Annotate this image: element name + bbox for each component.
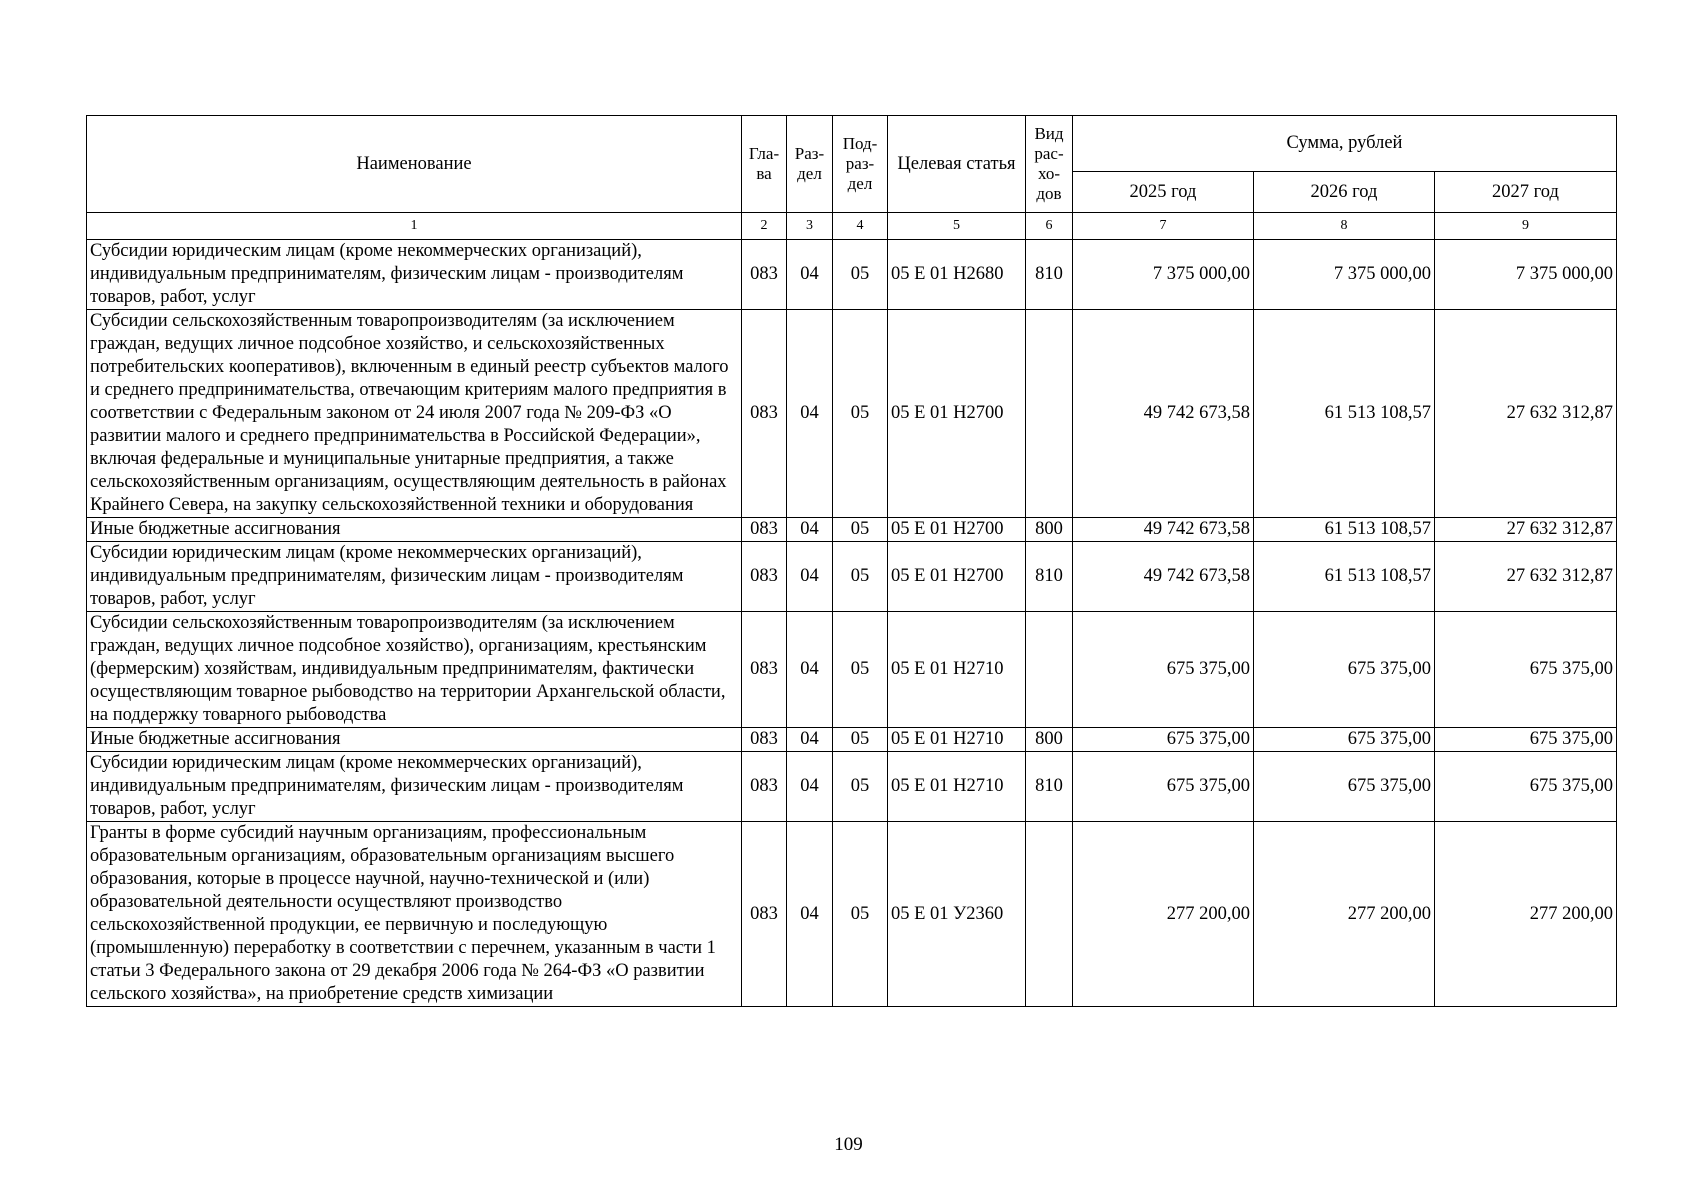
row-amount-2025: 675 375,00 (1073, 612, 1254, 728)
page-number: 109 (834, 1134, 863, 1155)
row-razdel: 04 (787, 518, 833, 542)
row-amount-2027: 675 375,00 (1435, 752, 1617, 822)
table-row (87, 612, 1617, 728)
row-glava: 083 (742, 240, 787, 310)
column-number: 6 (1026, 213, 1073, 240)
header-glava: Гла-ва (742, 116, 787, 213)
row-vid: 810 (1026, 542, 1073, 612)
row-target: 05 Е 01 Н2710 (888, 752, 1026, 822)
row-target: 05 Е 01 Н2700 (888, 518, 1026, 542)
table-body (87, 213, 1617, 1007)
row-razdel: 04 (787, 752, 833, 822)
row-razdel: 04 (787, 612, 833, 728)
row-amount-2025: 675 375,00 (1073, 752, 1254, 822)
table-row (87, 728, 1617, 752)
row-amount-2026: 675 375,00 (1254, 728, 1435, 752)
row-glava: 083 (742, 542, 787, 612)
header-vid: Вид рас-хо-дов (1026, 116, 1073, 213)
row-amount-2025: 7 375 000,00 (1073, 240, 1254, 310)
row-target: 05 Е 01 Н2700 (888, 542, 1026, 612)
table-row (87, 822, 1617, 1007)
row-amount-2026: 61 513 108,57 (1254, 542, 1435, 612)
row-podrazdel: 05 (833, 542, 888, 612)
row-vid (1026, 822, 1073, 1007)
column-number: 9 (1435, 213, 1617, 240)
table-row (87, 310, 1617, 518)
row-name: Субсидии юридическим лицам (кроме некоммерческих организаций), индивидуальным предпринимателям, физическим лицам - производителям товаров, работ, услуг (87, 240, 742, 310)
row-amount-2025: 49 742 673,58 (1073, 518, 1254, 542)
header-2027: 2027 год (1435, 172, 1617, 213)
row-razdel: 04 (787, 240, 833, 310)
row-amount-2026: 675 375,00 (1254, 612, 1435, 728)
row-name: Субсидии юридическим лицам (кроме некоммерческих организаций), индивидуальным предпринимателям, физическим лицам - производителям товаров, работ, услуг (87, 542, 742, 612)
row-glava: 083 (742, 518, 787, 542)
row-amount-2027: 7 375 000,00 (1435, 240, 1617, 310)
row-target: 05 Е 01 Н2710 (888, 612, 1026, 728)
row-amount-2026: 675 375,00 (1254, 752, 1435, 822)
budget-table (86, 115, 1617, 1007)
row-target: 05 Е 01 Н2680 (888, 240, 1026, 310)
row-podrazdel: 05 (833, 752, 888, 822)
row-podrazdel: 05 (833, 240, 888, 310)
header-name: Наименование (87, 116, 742, 213)
row-amount-2026: 7 375 000,00 (1254, 240, 1435, 310)
row-name: Субсидии сельскохозяйственным товаропроизводителям (за исключением граждан, ведущих личное подсобное хозяйство), организациям, крестьянским (фермерским) хозяйствам, индивидуальным предпринимателям, фактически осуществляющим товарное рыбоводство на территории Архангельской области, на поддержку товарного рыбоводства (87, 612, 742, 728)
row-amount-2027: 675 375,00 (1435, 612, 1617, 728)
row-vid (1026, 612, 1073, 728)
row-glava: 083 (742, 752, 787, 822)
row-name: Субсидии юридическим лицам (кроме некоммерческих организаций), индивидуальным предпринимателям, физическим лицам - производителям товаров, работ, услуг (87, 752, 742, 822)
row-vid: 810 (1026, 752, 1073, 822)
row-glava: 083 (742, 310, 787, 518)
column-number: 4 (833, 213, 888, 240)
row-name: Гранты в форме субсидий научным организациям, профессиональным образовательным организациям, образовательным организациям высшего образования, которые в процессе научной, научно-технической и (или) образовательной деятельности осуществляют производство сельскохозяйственной продукции, ее первичную и последующую (промышленную) переработку в соответствии с перечнем, указанным в части 1 статьи 3 Федерального закона от 29 декабря 2006 года № 264-ФЗ «О развитии сельского хозяйства», на приобретение средств химизации (87, 822, 742, 1007)
row-amount-2027: 277 200,00 (1435, 822, 1617, 1007)
row-glava: 083 (742, 822, 787, 1007)
row-amount-2025: 49 742 673,58 (1073, 542, 1254, 612)
row-amount-2026: 277 200,00 (1254, 822, 1435, 1007)
row-amount-2027: 675 375,00 (1435, 728, 1617, 752)
table-row (87, 752, 1617, 822)
column-number: 7 (1073, 213, 1254, 240)
row-podrazdel: 05 (833, 518, 888, 542)
row-amount-2027: 27 632 312,87 (1435, 542, 1617, 612)
column-number-row (87, 213, 1617, 240)
row-amount-2025: 675 375,00 (1073, 728, 1254, 752)
row-podrazdel: 05 (833, 310, 888, 518)
row-vid: 810 (1026, 240, 1073, 310)
column-number: 3 (787, 213, 833, 240)
row-podrazdel: 05 (833, 822, 888, 1007)
header-podrazdel: Под-раз-дел (833, 116, 888, 213)
row-razdel: 04 (787, 542, 833, 612)
row-amount-2026: 61 513 108,57 (1254, 310, 1435, 518)
row-podrazdel: 05 (833, 728, 888, 752)
row-amount-2026: 61 513 108,57 (1254, 518, 1435, 542)
row-vid (1026, 310, 1073, 518)
row-razdel: 04 (787, 728, 833, 752)
table-row (87, 518, 1617, 542)
header-2025: 2025 год (1073, 172, 1254, 213)
row-target: 05 Е 01 Н2710 (888, 728, 1026, 752)
table-row (87, 542, 1617, 612)
row-amount-2027: 27 632 312,87 (1435, 310, 1617, 518)
row-amount-2027: 27 632 312,87 (1435, 518, 1617, 542)
header-sum: Сумма, рублей (1073, 116, 1617, 172)
row-razdel: 04 (787, 310, 833, 518)
row-razdel: 04 (787, 822, 833, 1007)
row-glava: 083 (742, 612, 787, 728)
row-name: Иные бюджетные ассигнования (87, 518, 742, 542)
row-amount-2025: 49 742 673,58 (1073, 310, 1254, 518)
row-podrazdel: 05 (833, 612, 888, 728)
row-name: Субсидии сельскохозяйственным товаропроизводителям (за исключением граждан, ведущих личное подсобное хозяйство, и сельскохозяйственных потребительских кооперативов), включенным в единый реестр субъектов малого и среднего предпринимательства, отвечающим критериям малого предприятия в соответствии с Федеральным законом от 24 июля 2007 года № 209-ФЗ «О развитии малого и среднего предпринимательства в Российской Федерации», включая федеральные и муниципальные унитарные предприятия, а также сельскохозяйственным организациям, осуществляющим деятельность в районах Крайнего Севера, на закупку сельскохозяйственной техники и оборудования (87, 310, 742, 518)
row-target: 05 Е 01 Н2700 (888, 310, 1026, 518)
header-2026: 2026 год (1254, 172, 1435, 213)
header-razdel: Раз-дел (787, 116, 833, 213)
row-name: Иные бюджетные ассигнования (87, 728, 742, 752)
table-row (87, 240, 1617, 310)
row-vid: 800 (1026, 518, 1073, 542)
row-glava: 083 (742, 728, 787, 752)
column-number: 1 (87, 213, 742, 240)
column-number: 5 (888, 213, 1026, 240)
column-number: 2 (742, 213, 787, 240)
column-number: 8 (1254, 213, 1435, 240)
header-target: Целевая статья (888, 116, 1026, 213)
row-vid: 800 (1026, 728, 1073, 752)
row-amount-2025: 277 200,00 (1073, 822, 1254, 1007)
row-target: 05 Е 01 У2360 (888, 822, 1026, 1007)
